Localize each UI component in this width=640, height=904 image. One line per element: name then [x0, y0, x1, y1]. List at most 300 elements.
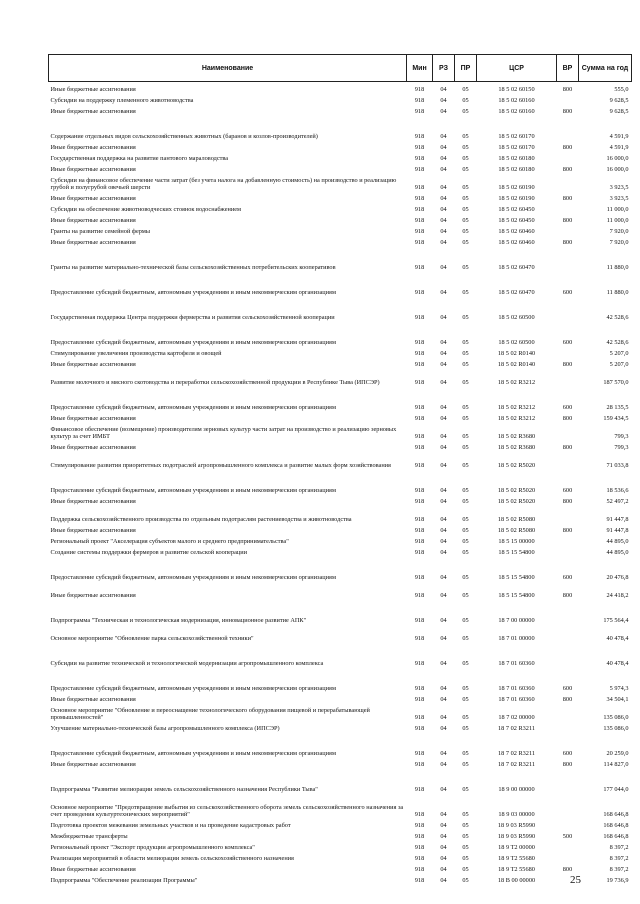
row-name: Содержание отдельных видов сельскохозяйственных животных (баранов и козлов-производителей) — [50, 133, 318, 140]
row-name: Иные бюджетные ассигнования — [50, 444, 136, 451]
row-vr: 800 — [562, 108, 573, 115]
row-pr: 05 — [462, 617, 469, 624]
row-name: Субсидии на финансовое обеспечение части затрат (без учета налога на добавленную стоимость) на производство и реализацию грубой и полугрубой овечьей шерсти — [50, 177, 397, 191]
row-name: Иные бюджетные ассигнования — [50, 239, 136, 246]
row-vr: 600 — [562, 750, 573, 757]
row-min: 918 — [414, 444, 425, 451]
row-csr: 18 5 02 60460 — [498, 239, 535, 246]
row-pr: 05 — [462, 444, 469, 451]
row-pr: 05 — [462, 86, 469, 93]
row-min: 918 — [414, 239, 425, 246]
row-rz: 04 — [440, 549, 447, 556]
row-vr — [557, 642, 579, 667]
table-row — [49, 422, 632, 440]
row-csr: 18 7 02 R3211 — [497, 761, 536, 768]
table-row — [49, 386, 632, 411]
row-name: Стимулирование развития приоритетных подотраслей агропромышленного комплекса и развитие малых форм хозяйствования — [50, 462, 391, 469]
table-row — [49, 202, 632, 213]
table-row — [49, 93, 632, 104]
row-rz: 04 — [440, 761, 447, 768]
row-vr: 800 — [562, 696, 573, 703]
row-min: 918 — [414, 166, 425, 173]
row-vr: 800 — [562, 239, 573, 246]
row-vr: 800 — [562, 166, 573, 173]
row-name: Стимулирование увеличения производства картофеля и овощей — [50, 350, 222, 357]
row-min: 918 — [414, 833, 425, 840]
row-csr: 18 7 01 60360 — [498, 660, 535, 667]
row-csr: 18 7 01 60360 — [498, 696, 535, 703]
row-vr — [557, 793, 579, 818]
row-csr: 18 7 00 00000 — [498, 617, 535, 624]
row-sum: 34 504,1 — [606, 696, 629, 703]
row-pr: 05 — [462, 833, 469, 840]
row-vr — [557, 624, 579, 642]
row-vr: 800 — [562, 866, 573, 873]
row-vr: 500 — [562, 833, 573, 840]
row-name: Субсидии на развитие технической и технологической модернизации агропромышленного комплекса — [50, 660, 324, 667]
table-row — [49, 104, 632, 115]
row-pr: 05 — [462, 811, 469, 818]
row-min: 918 — [414, 527, 425, 534]
row-sum: 7 920,0 — [609, 239, 629, 246]
row-rz: 04 — [440, 538, 447, 545]
row-sum: 18 536,6 — [606, 487, 629, 494]
row-rz: 04 — [440, 696, 447, 703]
table-row — [49, 494, 632, 505]
row-pr: 05 — [462, 228, 469, 235]
row-name: Иные бюджетные ассигнования — [50, 498, 136, 505]
row-min: 918 — [414, 516, 425, 523]
row-sum: 799,3 — [614, 444, 629, 451]
row-vr — [557, 151, 579, 162]
row-rz: 04 — [440, 314, 447, 321]
table-row — [49, 440, 632, 451]
row-sum: 159 434,5 — [603, 415, 629, 422]
row-min: 918 — [414, 108, 425, 115]
table-row — [49, 368, 632, 386]
row-pr: 05 — [462, 660, 469, 667]
row-rz: 04 — [440, 166, 447, 173]
row-min: 918 — [414, 361, 425, 368]
table-row — [49, 224, 632, 235]
row-min: 918 — [414, 433, 425, 440]
row-pr: 05 — [462, 314, 469, 321]
row-csr: 18 5 02 R5020 — [497, 462, 536, 469]
row-vr — [557, 346, 579, 357]
row-pr: 05 — [462, 527, 469, 534]
row-rz: 04 — [440, 444, 447, 451]
row-csr: 18 5 02 60190 — [498, 184, 535, 191]
row-rz: 04 — [440, 97, 447, 104]
header-rz: РЗ — [433, 55, 455, 82]
table-row — [49, 840, 632, 851]
row-sum: 4 591,9 — [609, 144, 629, 151]
table-row — [49, 115, 632, 140]
row-csr: 18 9 T2 00000 — [498, 844, 535, 851]
row-name: Улучшение материально-технической базы агропромышленного комплекса (ИПСЭР) — [50, 725, 280, 732]
row-csr: 18 9 03 R5990 — [497, 833, 536, 840]
row-csr: 18 5 02 R0140 — [497, 350, 536, 357]
row-name: Предоставление субсидий бюджетным, автономным учреждениям и иным некоммерческим организациям — [50, 487, 336, 494]
row-csr: 18 5 02 R3680 — [497, 444, 536, 451]
row-name: Развитие молочного и мясного скотоводства и переработки сельскохозяйственной продукции в Республике Тыва (ИПСЭР) — [50, 379, 380, 386]
row-name: Региональный проект "Акселерация субъектов малого и среднего предпринимательства" — [50, 538, 289, 545]
row-sum: 9 628,5 — [609, 97, 629, 104]
page-number: 25 — [570, 874, 581, 886]
row-sum: 91 447,8 — [606, 527, 629, 534]
row-vr — [557, 818, 579, 829]
row-sum: 42 528,6 — [606, 339, 629, 346]
row-csr: 18 5 02 R5080 — [497, 527, 536, 534]
table-row — [49, 732, 632, 757]
row-min: 918 — [414, 685, 425, 692]
row-pr: 05 — [462, 844, 469, 851]
row-csr: 18 5 02 R5020 — [497, 498, 536, 505]
row-rz: 04 — [440, 527, 447, 534]
row-min: 918 — [414, 498, 425, 505]
row-name: Иные бюджетные ассигнования — [50, 166, 136, 173]
row-name: Предоставление субсидий бюджетным, автономным учреждениям и иным некоммерческим организациям — [50, 574, 336, 581]
row-sum: 20 476,8 — [606, 574, 629, 581]
row-rz: 04 — [440, 516, 447, 523]
header-sum: Сумма на год — [579, 55, 632, 82]
row-pr: 05 — [462, 725, 469, 732]
row-vr — [557, 368, 579, 386]
row-pr: 05 — [462, 133, 469, 140]
row-rz: 04 — [440, 339, 447, 346]
row-csr: 18 7 02 R3211 — [497, 725, 536, 732]
row-name: Иные бюджетные ассигнования — [50, 195, 136, 202]
row-name: Иные бюджетные ассигнования — [50, 86, 136, 93]
row-rz: 04 — [440, 361, 447, 368]
row-sum: 8 397,2 — [609, 855, 629, 862]
row-vr — [557, 296, 579, 321]
row-vr: 600 — [562, 289, 573, 296]
row-name: Основное мероприятие "Обновление и переоснащение технологического оборудования пищевой и перерабатывающей промышленностей" — [50, 707, 370, 721]
row-pr: 05 — [462, 144, 469, 151]
row-sum: 11 000,0 — [606, 206, 629, 213]
row-sum: 24 418,2 — [606, 592, 629, 599]
row-min: 918 — [414, 155, 425, 162]
row-name: Региональный проект "Экспорт продукции агропромышленного комплекса" — [50, 844, 255, 851]
row-name: Иные бюджетные ассигнования — [50, 217, 136, 224]
row-sum: 3 923,5 — [609, 195, 629, 202]
row-min: 918 — [414, 549, 425, 556]
row-csr: 18 7 01 60360 — [498, 685, 535, 692]
row-name: Иные бюджетные ассигнования — [50, 761, 136, 768]
row-pr: 05 — [462, 574, 469, 581]
row-sum: 799,3 — [614, 433, 629, 440]
row-rz: 04 — [440, 498, 447, 505]
row-csr: 18 5 02 60150 — [498, 86, 535, 93]
row-sum: 16 000,0 — [606, 166, 629, 173]
row-min: 918 — [414, 761, 425, 768]
row-csr: 18 9 00 00000 — [498, 786, 535, 793]
row-vr: 800 — [562, 444, 573, 451]
row-sum: 11 000,0 — [606, 217, 629, 224]
row-name: Иные бюджетные ассигнования — [50, 696, 136, 703]
row-min: 918 — [414, 877, 425, 884]
header-name: Наименование — [49, 55, 407, 82]
row-vr — [557, 703, 579, 721]
row-name: Предоставление субсидий бюджетным, автономным учреждениям и иным некоммерческим организациям — [50, 404, 336, 411]
row-pr: 05 — [462, 433, 469, 440]
row-name: Иные бюджетные ассигнования — [50, 527, 136, 534]
row-vr: 800 — [562, 415, 573, 422]
row-name: Государственная поддержка на развитие пантового мараловодства — [50, 155, 229, 162]
row-min: 918 — [414, 314, 425, 321]
row-name: Иные бюджетные ассигнования — [50, 415, 136, 422]
row-min: 918 — [414, 866, 425, 873]
row-rz: 04 — [440, 714, 447, 721]
row-name: Финансовое обеспечение (возмещение) производителям зерновых культур части затрат на производство и реализацию зерновых культур за счет ИМБТ — [50, 426, 397, 440]
row-vr — [557, 173, 579, 191]
row-min: 918 — [414, 725, 425, 732]
table-row — [49, 469, 632, 494]
row-min: 918 — [414, 144, 425, 151]
row-csr: 18 5 02 60190 — [498, 195, 535, 202]
table-row — [49, 346, 632, 357]
row-csr: 18 9 T2 55680 — [498, 866, 535, 873]
row-csr: 18 9 T2 55680 — [498, 855, 535, 862]
row-vr — [557, 246, 579, 271]
table-row — [49, 140, 632, 151]
row-csr: 18 B 00 00000 — [497, 877, 536, 884]
table-row — [49, 692, 632, 703]
row-pr: 05 — [462, 184, 469, 191]
row-pr: 05 — [462, 195, 469, 202]
row-pr: 05 — [462, 685, 469, 692]
row-name: Поддержка сельскохозяйственного производства по отдельным подотраслям растениеводства и животноводства — [50, 516, 352, 523]
row-vr — [557, 545, 579, 556]
row-sum: 135 086,0 — [603, 714, 629, 721]
row-min: 918 — [414, 822, 425, 829]
row-pr: 05 — [462, 786, 469, 793]
row-min: 918 — [414, 415, 425, 422]
row-min: 918 — [414, 228, 425, 235]
header-pr: ПР — [455, 55, 477, 82]
row-vr: 800 — [562, 217, 573, 224]
row-vr — [557, 93, 579, 104]
row-rz: 04 — [440, 592, 447, 599]
row-vr — [557, 599, 579, 624]
row-min: 918 — [414, 264, 425, 271]
row-sum: 8 397,2 — [609, 844, 629, 851]
row-rz: 04 — [440, 133, 447, 140]
row-name: Субсидии на поддержку племенного животноводства — [50, 97, 194, 104]
row-rz: 04 — [440, 289, 447, 296]
row-sum: 175 564,4 — [603, 617, 629, 624]
table-row — [49, 667, 632, 692]
row-rz: 04 — [440, 844, 447, 851]
header-vr: ВР — [557, 55, 579, 82]
row-min: 918 — [414, 538, 425, 545]
row-min: 918 — [414, 786, 425, 793]
table-row — [49, 523, 632, 534]
row-vr: 800 — [562, 144, 573, 151]
row-pr: 05 — [462, 750, 469, 757]
row-rz: 04 — [440, 415, 447, 422]
row-rz: 04 — [440, 660, 447, 667]
row-rz: 04 — [440, 217, 447, 224]
row-rz: 04 — [440, 617, 447, 624]
row-name: Иные бюджетные ассигнования — [50, 592, 136, 599]
row-name: Гранты на развитие семейной фермы — [50, 228, 151, 235]
row-csr: 18 5 02 60470 — [498, 289, 535, 296]
row-csr: 18 5 02 60470 — [498, 264, 535, 271]
row-rz: 04 — [440, 833, 447, 840]
row-vr: 600 — [562, 685, 573, 692]
row-min: 918 — [414, 660, 425, 667]
row-min: 918 — [414, 635, 425, 642]
row-pr: 05 — [462, 289, 469, 296]
row-sum: 8 397,2 — [609, 866, 629, 873]
row-csr: 18 5 02 60500 — [498, 314, 535, 321]
table-row — [49, 357, 632, 368]
row-pr: 05 — [462, 239, 469, 246]
table-row — [49, 213, 632, 224]
row-vr: 800 — [562, 761, 573, 768]
table-row — [49, 829, 632, 840]
table-row — [49, 191, 632, 202]
row-rz: 04 — [440, 239, 447, 246]
row-rz: 04 — [440, 155, 447, 162]
header-min: Мин — [407, 55, 433, 82]
row-vr: 800 — [562, 86, 573, 93]
row-vr — [557, 422, 579, 440]
row-pr: 05 — [462, 822, 469, 829]
row-name: Субсидии на обеспечение животноводческих стоянок водоснабжением — [50, 206, 242, 213]
row-csr: 18 9 03 00000 — [498, 811, 535, 818]
row-rz: 04 — [440, 811, 447, 818]
row-vr — [557, 534, 579, 545]
row-csr: 18 5 02 R3212 — [497, 379, 536, 386]
row-name: Иные бюджетные ассигнования — [50, 361, 136, 368]
row-vr — [557, 115, 579, 140]
row-min: 918 — [414, 195, 425, 202]
row-min: 918 — [414, 379, 425, 386]
row-rz: 04 — [440, 574, 447, 581]
row-sum: 187 570,0 — [603, 379, 629, 386]
table-row — [49, 271, 632, 296]
row-min: 918 — [414, 811, 425, 818]
row-csr: 18 5 02 60160 — [498, 108, 535, 115]
row-vr: 800 — [562, 195, 573, 202]
row-min: 918 — [414, 217, 425, 224]
row-csr: 18 5 02 60180 — [498, 155, 535, 162]
row-pr: 05 — [462, 415, 469, 422]
row-min: 918 — [414, 855, 425, 862]
row-pr: 05 — [462, 404, 469, 411]
table-body — [49, 82, 632, 885]
row-rz: 04 — [440, 195, 447, 202]
row-rz: 04 — [440, 866, 447, 873]
row-csr: 18 5 15 00000 — [498, 538, 535, 545]
row-pr: 05 — [462, 350, 469, 357]
row-vr — [557, 505, 579, 523]
row-sum: 16 000,0 — [606, 155, 629, 162]
row-sum: 44 895,0 — [606, 538, 629, 545]
row-rz: 04 — [440, 635, 447, 642]
row-name: Государственная поддержка Центра поддержки фермерства и развития сельскохозяйственной кооперации — [50, 314, 335, 321]
row-name: Основное мероприятие "Предотвращение выбытия из сельскохозяйственного оборота земель сельскохозяйственного назначения за счет проведения культуртехнических мероприятий" — [50, 804, 404, 818]
row-sum: 5 207,0 — [609, 361, 629, 368]
row-min: 918 — [414, 462, 425, 469]
row-vr — [557, 840, 579, 851]
row-vr — [557, 721, 579, 732]
table-row — [49, 818, 632, 829]
row-sum: 44 895,0 — [606, 549, 629, 556]
row-csr: 18 5 02 60500 — [498, 339, 535, 346]
row-csr: 18 5 02 60460 — [498, 228, 535, 235]
table-row — [49, 624, 632, 642]
row-sum: 3 923,5 — [609, 184, 629, 191]
row-rz: 04 — [440, 108, 447, 115]
row-csr: 18 5 15 54800 — [498, 549, 535, 556]
row-name: Предоставление субсидий бюджетным, автономным учреждениям и иным некоммерческим организациям — [50, 289, 336, 296]
row-min: 918 — [414, 617, 425, 624]
row-pr: 05 — [462, 592, 469, 599]
row-csr: 18 5 02 R0140 — [497, 361, 536, 368]
table-row — [49, 534, 632, 545]
table-row — [49, 721, 632, 732]
row-rz: 04 — [440, 206, 447, 213]
row-csr: 18 5 02 60170 — [498, 133, 535, 140]
row-pr: 05 — [462, 339, 469, 346]
row-name: Иные бюджетные ассигнования — [50, 866, 136, 873]
row-sum: 177 044,0 — [603, 786, 629, 793]
row-csr: 18 5 02 R5020 — [497, 487, 536, 494]
row-name: Подготовка проектов межевания земельных участков и на проведение кадастровых работ — [50, 822, 291, 829]
row-sum: 168 646,8 — [603, 811, 629, 818]
row-csr: 18 5 02 60450 — [498, 206, 535, 213]
row-min: 918 — [414, 206, 425, 213]
row-sum: 114 827,0 — [603, 761, 629, 768]
row-sum: 42 528,6 — [606, 314, 629, 321]
row-sum: 71 033,8 — [606, 462, 629, 469]
row-sum: 28 135,5 — [606, 404, 629, 411]
row-rz: 04 — [440, 350, 447, 357]
row-name: Гранты на развитие материально-технической базы сельскохозяйственных потребительских кооперативов — [50, 264, 336, 271]
row-name: Предоставление субсидий бюджетным, автономным учреждениям и иным некоммерческим организациям — [50, 685, 336, 692]
row-vr: 800 — [562, 361, 573, 368]
row-rz: 04 — [440, 228, 447, 235]
row-min: 918 — [414, 350, 425, 357]
row-rz: 04 — [440, 822, 447, 829]
row-csr: 18 5 02 R3680 — [497, 433, 536, 440]
row-csr: 18 7 02 00000 — [498, 714, 535, 721]
row-rz: 04 — [440, 433, 447, 440]
row-vr — [557, 202, 579, 213]
row-pr: 05 — [462, 877, 469, 884]
row-sum: 168 646,8 — [603, 833, 629, 840]
row-pr: 05 — [462, 498, 469, 505]
row-sum: 40 478,4 — [606, 635, 629, 642]
row-rz: 04 — [440, 404, 447, 411]
row-sum: 9 628,5 — [609, 108, 629, 115]
row-min: 918 — [414, 592, 425, 599]
row-pr: 05 — [462, 761, 469, 768]
row-sum: 19 736,9 — [606, 877, 629, 884]
row-csr: 18 5 02 R5080 — [497, 516, 536, 523]
row-min: 918 — [414, 574, 425, 581]
table-row — [49, 451, 632, 469]
table-row — [49, 768, 632, 793]
table-row — [49, 321, 632, 346]
table-row — [49, 642, 632, 667]
row-pr: 05 — [462, 97, 469, 104]
table-row — [49, 82, 632, 94]
